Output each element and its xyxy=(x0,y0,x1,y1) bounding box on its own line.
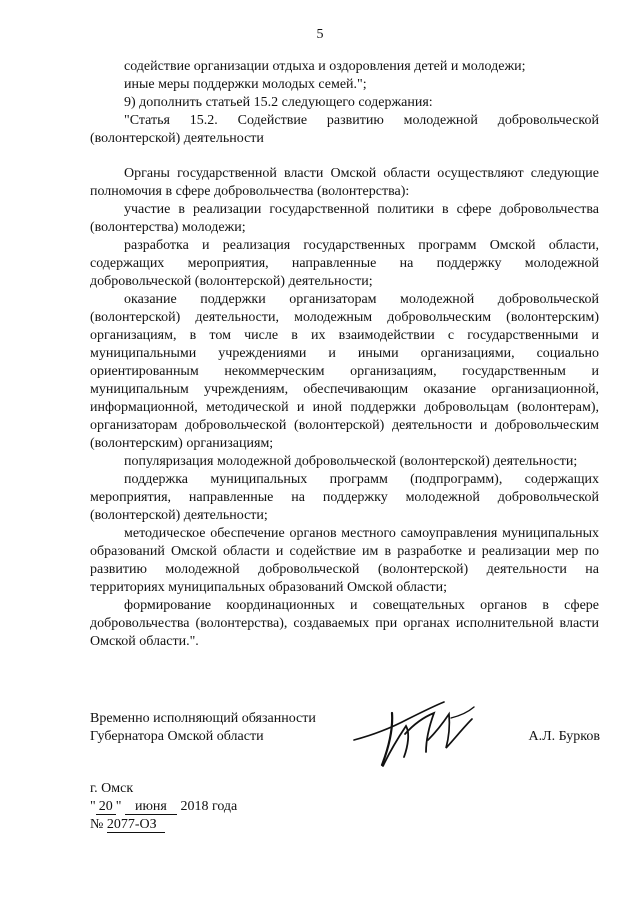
document-footer xyxy=(90,780,350,834)
paragraph-young-families-support: иные меры поддержки молодых семей."; xyxy=(124,77,367,92)
paragraph-municipal-programs: поддержка муниципальных программ (подпрограмм), содержащих мероприятия, направленные на поддержку молодежной добровольческой (волонтерской) деятельности; xyxy=(90,472,599,523)
date-day: 20 xyxy=(96,799,116,815)
number-sign: № xyxy=(90,817,104,832)
paragraph-recreation-support: содействие организации отдыха и оздоровления детей и молодежи; xyxy=(124,59,526,74)
document-number-line xyxy=(90,816,350,834)
paragraph-methodological-support: методическое обеспечение органов местного самоуправления муниципальных образований Омской области и содействие им в разработке и реализации мер по развитию молодежной добровольческой (волонтерской) деятельности на территориях муниципальных образований Омской области; xyxy=(90,526,599,595)
date-close-quote: " xyxy=(115,799,122,814)
paragraph-amendment-9: 9) дополнить статьей 15.2 следующего содержания: xyxy=(124,95,433,110)
paragraph-policy-participation: участие в реализации государственной политики в сфере добровольчества (волонтерства) молодежи; xyxy=(90,202,599,235)
paragraph-organizer-support: оказание поддержки организаторам молодежной добровольческой (волонтерской) деятельности, молодежным добровольческим (волонтерским) организациям, в том числе в их взаимодействии с государственными и муниципальными учреждениями и иными организациями, социально ориентированным некоммерческим организациям, государственным и муниципальным учреждениям, обеспечивающим оказание организационной, информационной, методической и иной поддержки добровольцам (волонтерам), организаторам добровольческой (волонтерской) деятельности и добровольческим (волонтерским) организациям; xyxy=(90,292,599,451)
paragraph-authorities-powers: Органы государственной власти Омской области осуществляют следующие полномочия в сфере добровольчества (волонтерства): xyxy=(90,166,599,199)
signature-block xyxy=(90,710,600,770)
signatory-title-line-2: Губернатора Омской области xyxy=(90,729,264,744)
date-year: 2018 года xyxy=(180,799,238,814)
signatory-title xyxy=(90,710,360,746)
signatory-name: А.Л. Бурков xyxy=(528,729,600,744)
article-15-2-heading: "Статья 15.2. Содействие развитию молодежной добровольческой (волонтерской) деятельности xyxy=(90,113,599,146)
date-line xyxy=(90,798,350,816)
section-gap xyxy=(90,148,599,165)
signatory-title-line-1: Временно исполняющий обязанности xyxy=(90,711,316,726)
paragraph-coordination-bodies: формирование координационных и совещательных органов в сфере добровольчества (волонтерства), создаваемых при органах исполнительной власти Омской области.". xyxy=(90,598,599,649)
date-month: июня xyxy=(125,799,177,815)
city-line: г. Омск xyxy=(90,781,134,796)
paragraph-popularization: популяризация молодежной добровольческой (волонтерской) деятельности; xyxy=(124,454,578,469)
document-number: 2077-ОЗ xyxy=(107,817,165,833)
paragraph-regional-programs: разработка и реализация государственных программ Омской области, содержащих мероприятия, направленные на поддержку молодежной добровольческой (волонтерской) деятельности; xyxy=(90,238,599,289)
date-open-quote: " xyxy=(90,799,96,814)
page-number: 5 xyxy=(316,27,324,42)
document-body xyxy=(90,58,599,651)
handwritten-signature xyxy=(348,692,498,770)
